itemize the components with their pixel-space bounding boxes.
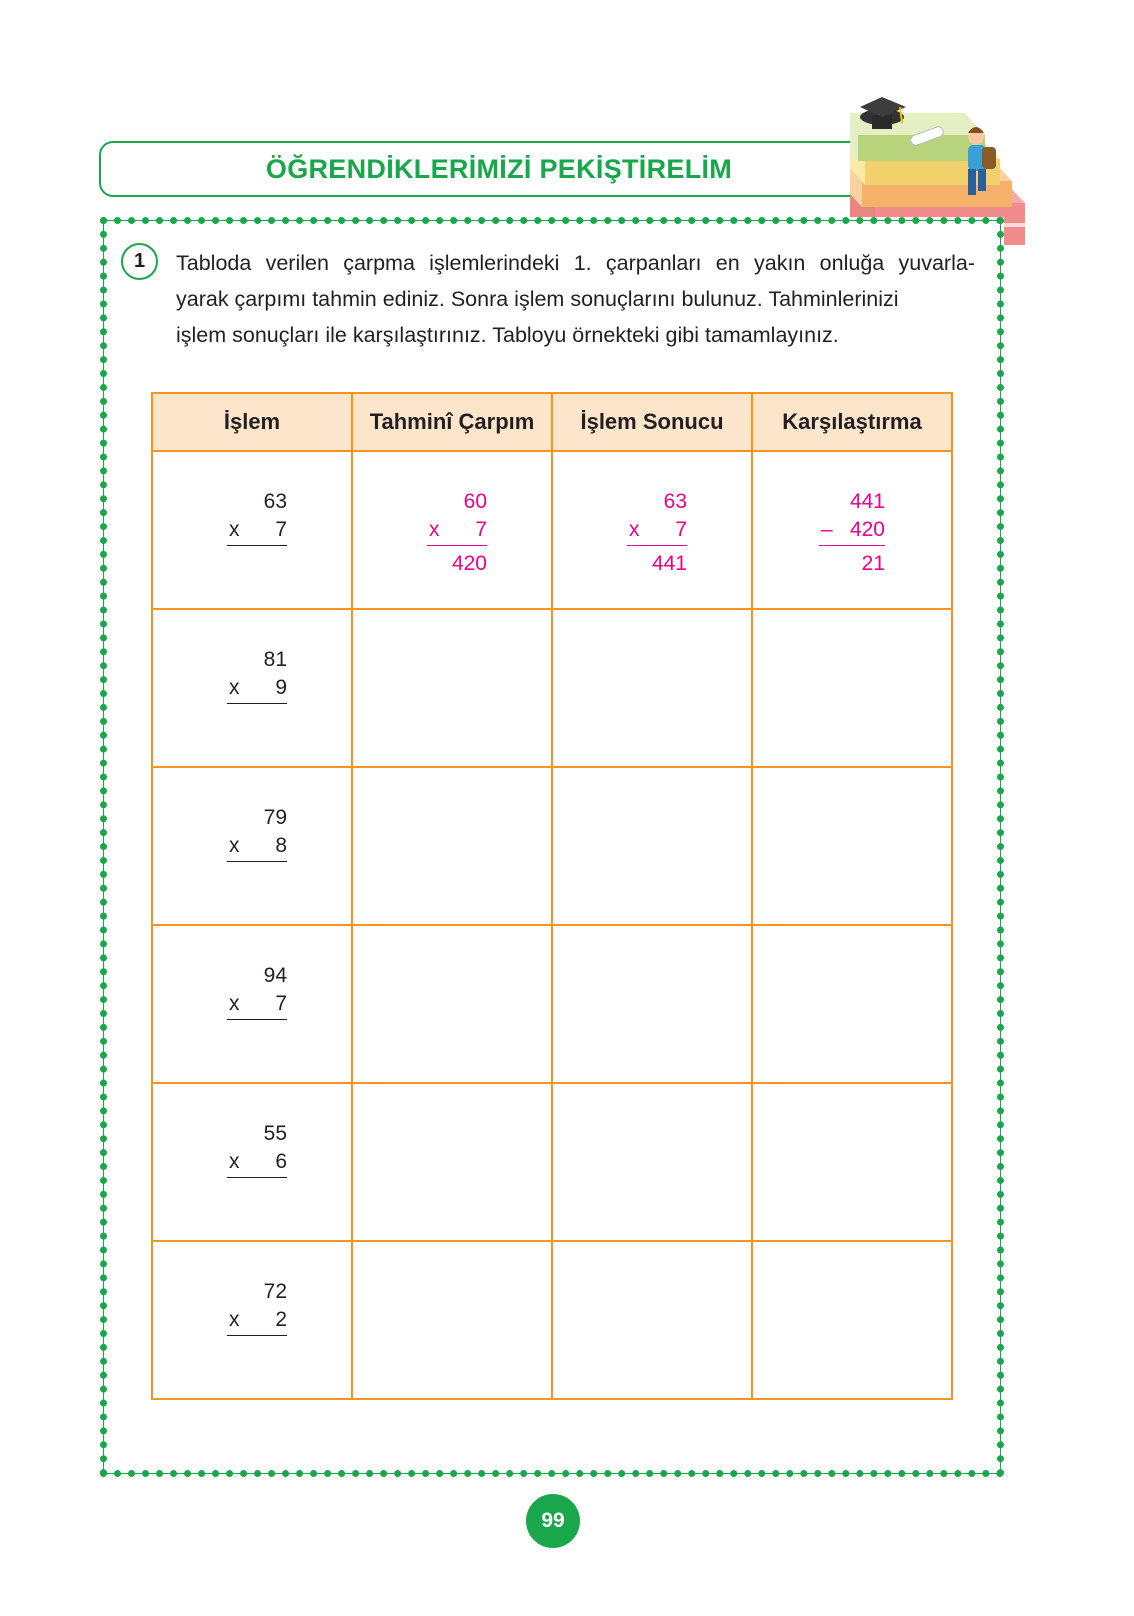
question-text: [176, 245, 976, 353]
comparison-cell[interactable]: [752, 925, 952, 1083]
compare-result: 21: [861, 552, 885, 575]
multiply-sign: x: [429, 518, 440, 541]
header-islem: İşlem: [152, 393, 352, 451]
estimate-factor-1: 60: [463, 490, 487, 513]
estimate-cell[interactable]: [352, 609, 552, 767]
factor-1: 63: [263, 490, 287, 513]
factor-2: 9: [275, 676, 287, 699]
compare-subtrahend: 420: [849, 518, 885, 541]
exact-result-cell[interactable]: [552, 609, 752, 767]
factor-2: 7: [275, 992, 287, 1015]
calc-line: [227, 703, 287, 704]
multiply-sign: x: [229, 992, 240, 1015]
exact-result: 441: [651, 552, 687, 575]
calc-line: [227, 1335, 287, 1336]
table-row: [152, 925, 952, 1083]
calc-line: [627, 545, 687, 546]
comparison-cell[interactable]: [752, 1083, 952, 1241]
estimate-calc: [427, 488, 487, 578]
multiply-sign: x: [229, 518, 240, 541]
multiplication-table: [151, 392, 953, 1400]
exact-result-cell[interactable]: [552, 451, 752, 609]
multiplication: [227, 1120, 287, 1178]
multiplication: [227, 962, 287, 1020]
exact-result-cell[interactable]: [552, 767, 752, 925]
factor-2: 6: [275, 1150, 287, 1173]
multiply-sign: x: [229, 1150, 240, 1173]
question-number-badge: 1: [121, 243, 158, 280]
factor-2: 2: [275, 1308, 287, 1331]
question-line: işlem sonuçları ile karşılaştırınız. Tabloyu örnekteki gibi tamamlayınız.: [176, 323, 839, 347]
multiplication: [227, 1278, 287, 1336]
operation-cell: [152, 1083, 352, 1241]
multiplication: [227, 804, 287, 862]
table-row: [152, 451, 952, 609]
multiply-sign: x: [229, 834, 240, 857]
header-tahmini-carpim: Tahminî Çarpım: [352, 393, 552, 451]
calc-line: [819, 545, 885, 546]
estimate-cell[interactable]: [352, 1241, 552, 1399]
estimate-cell[interactable]: [352, 767, 552, 925]
estimate-cell[interactable]: [352, 451, 552, 609]
section-title: ÖĞRENDİKLERİMİZİ PEKİŞTİRELİM: [265, 154, 733, 184]
multiplication: [227, 488, 287, 546]
exact-factor-2: 7: [675, 518, 687, 541]
calc-line: [227, 861, 287, 862]
exact-result-cell[interactable]: [552, 1083, 752, 1241]
table-row: [152, 1241, 952, 1399]
comparison-cell[interactable]: [752, 1241, 952, 1399]
factor-1: 55: [263, 1122, 287, 1145]
comparison-cell[interactable]: [752, 767, 952, 925]
estimate-cell[interactable]: [352, 925, 552, 1083]
operation-cell: [152, 451, 352, 609]
table-header-row: [152, 393, 952, 451]
header-islem-sonucu: İşlem Sonucu: [552, 393, 752, 451]
comparison-calc: [819, 488, 885, 578]
comparison-cell[interactable]: [752, 609, 952, 767]
factor-1: 81: [263, 648, 287, 671]
factor-1: 79: [263, 806, 287, 829]
multiply-sign: x: [229, 1308, 240, 1331]
factor-2: 8: [275, 834, 287, 857]
calc-line: [227, 1177, 287, 1178]
question-line: Tabloda verilen çarpma işlemlerindeki 1. çarpanları en yakın onluğa yuvarla-: [176, 251, 975, 275]
multiply-sign: x: [229, 676, 240, 699]
exact-factor-1: 63: [663, 490, 687, 513]
minus-sign: –: [821, 518, 833, 541]
estimate-cell[interactable]: [352, 1083, 552, 1241]
page-number: 99: [526, 1494, 580, 1548]
exact-result-cell[interactable]: [552, 1241, 752, 1399]
operation-cell: [152, 925, 352, 1083]
operation-cell: [152, 609, 352, 767]
calc-line: [427, 545, 487, 546]
multiply-sign: x: [629, 518, 640, 541]
table-row: [152, 1083, 952, 1241]
operation-cell: [152, 767, 352, 925]
factor-1: 94: [263, 964, 287, 987]
multiplication: [227, 646, 287, 704]
factor-1: 72: [263, 1280, 287, 1303]
header-karsilastirma: Karşılaştırma: [752, 393, 952, 451]
exact-result-cell[interactable]: [552, 925, 752, 1083]
operation-cell: [152, 1241, 352, 1399]
compare-minuend: 441: [849, 490, 885, 513]
calc-line: [227, 1019, 287, 1020]
calc-line: [227, 545, 287, 546]
factor-2: 7: [275, 518, 287, 541]
question-line: yarak çarpımı tahmin ediniz. Sonra işlem sonuçlarını bulunuz. Tahminlerinizi: [176, 287, 899, 311]
estimate-factor-2: 7: [475, 518, 487, 541]
estimate-result: 420: [451, 552, 487, 575]
comparison-cell[interactable]: [752, 451, 952, 609]
exact-calc: [627, 488, 687, 578]
table-row: [152, 609, 952, 767]
table-row: [152, 767, 952, 925]
